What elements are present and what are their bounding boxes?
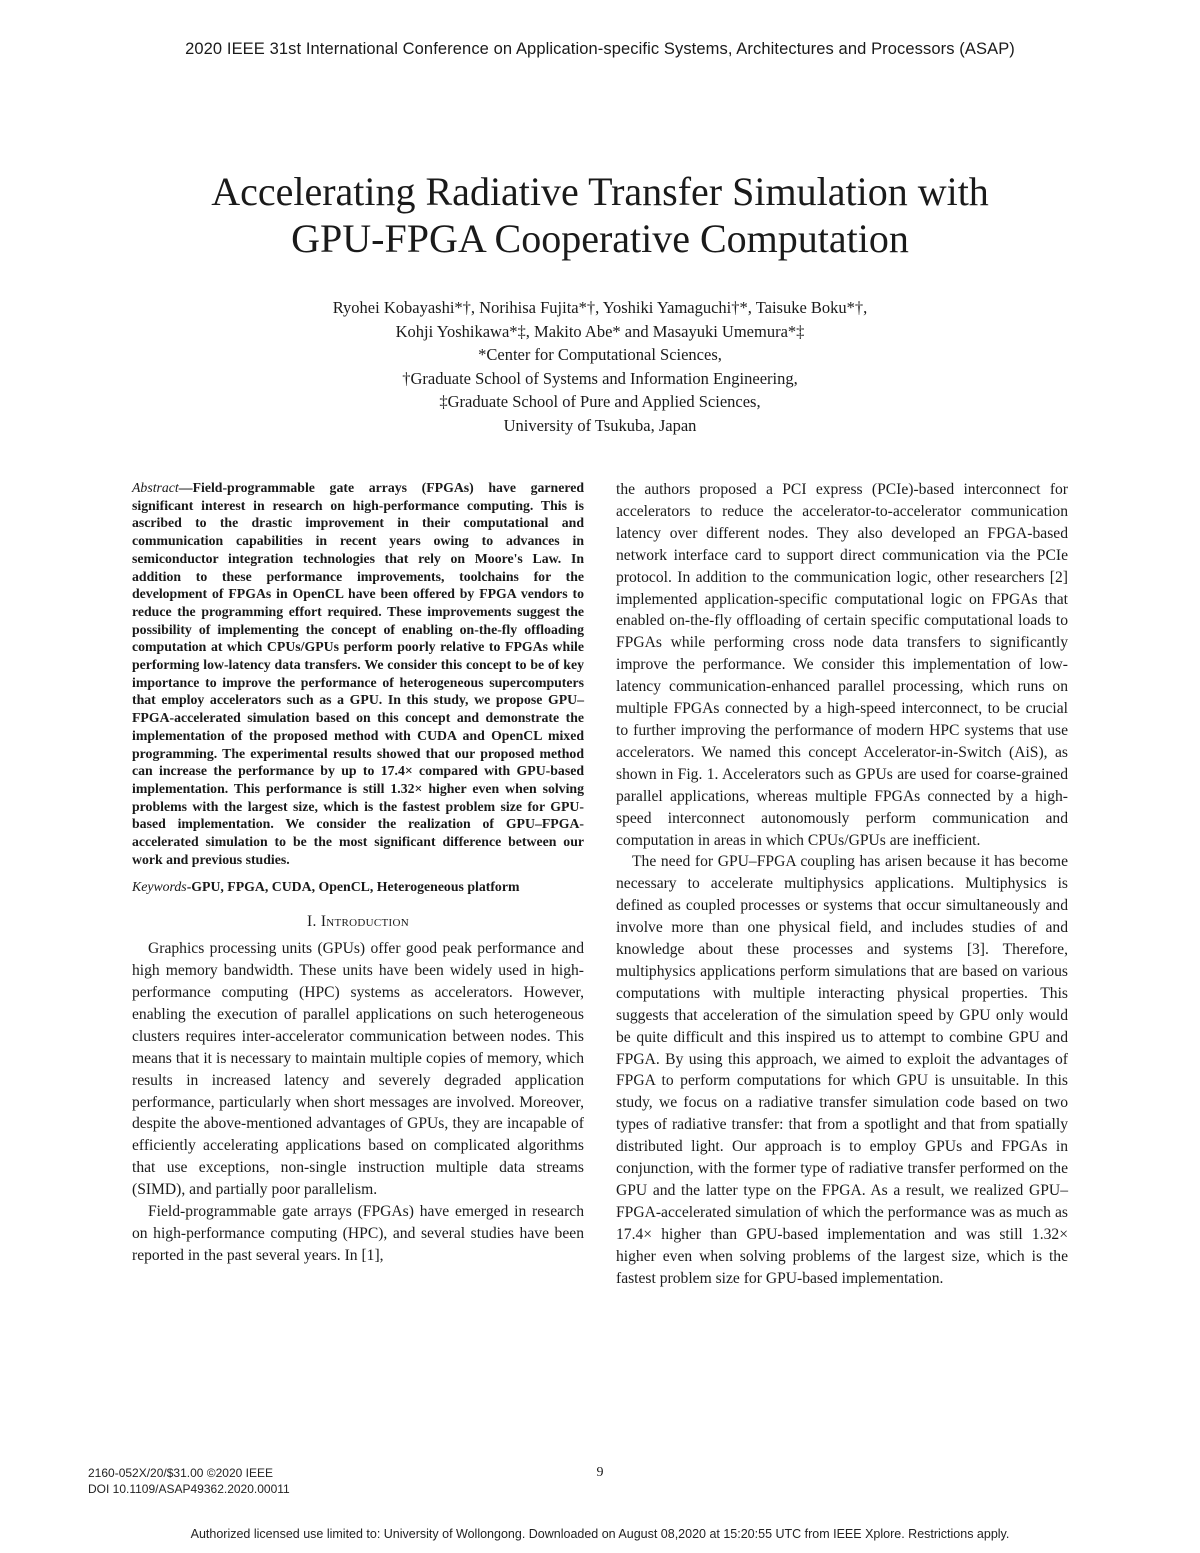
footer-copyright bbox=[88, 1465, 290, 1497]
author-block bbox=[150, 296, 1050, 437]
left-column bbox=[132, 479, 584, 1267]
author-names-line-2: Kohji Yoshikawa*‡, Makito Abe* and Masayuki Umemura*‡ bbox=[395, 321, 805, 341]
keywords-label: Keywords bbox=[132, 879, 187, 895]
section-title: Introduction bbox=[320, 913, 410, 931]
affiliation-4: University of Tsukuba, Japan bbox=[503, 415, 697, 435]
right-column bbox=[616, 479, 1068, 1290]
footer-issn: 2160-052X/20/$31.00 ©2020 IEEE bbox=[88, 1466, 273, 1480]
paragraph-4: The need for GPU–FPGA coupling has arisen because it has become necessary to accelerate multiphysics applications. Multiphysics is defined as coupled processes or systems that occur simultaneously and involve more than one physical field, and includes studies of and knowledge about these processes and systems [3]. Therefore, multiphysics applications perform simulations that are based on various computations with multiple interacting physical properties. This suggests that acceleration of the simulation speed by GPU only would be quite difficult and this inspired us to attempt to combine GPU and FPGA. By using this approach, we aimed to exploit the advantages of FPGA to perform computations for which GPU is unsuitable. In this study, we focus on a radiative transfer simulation code based on two types of radiative transfer: that from a spotlight and that from spatially distributed light. Our approach is to employ GPUs and FPGAs in conjunction, with the former type of radiative transfer performed on the GPU and the latter type on the FPGA. As a result, we realized GPU–FPGA-accelerated simulation of which the performance was as much as 17.4× higher than GPU-based implementation and was still 1.32× higher even when solving problems of the largest size, which is the fastest problem size for GPU-based implementation. bbox=[616, 853, 1068, 1287]
title-line-2: GPU-FPGA Cooperative Computation bbox=[291, 216, 909, 261]
abstract-text: —Field-programmable gate arrays (FPGAs) have garnered significant interest in research on high-performance computing. This is ascribed to the drastic improvement in their computational and communication capabilities in recent years owing to advances in semiconductor integration technologies that rely on Moore's Law. In addition to these performance improvements, toolchains for the development of FPGAs in OpenCL have been offered by FPGA vendors to reduce the programming effort required. These improvements suggest the possibility of implementing the concept of enabling on-the-fly offloading computation at which CPUs/GPUs perform poorly relative to FPGAs while performing low-latency data transfers. We consider this concept to be of key importance to improve the performance of heterogeneous supercomputers that employ accelerators such as a GPU. In this study, we propose GPU–FPGA-accelerated simulation based on this concept and demonstrate the implementation of the proposed method with CUDA and OpenCL mixed programming. The experimental results showed that our proposed method can increase the performance by up to 17.4× compared with GPU-based implementation. This performance is still 1.32× higher even when solving problems with the largest size, which is the fastest problem size for GPU-based implementation. We consider the realization of GPU–FPGA-accelerated simulation to be the most significant difference between our work and previous studies. bbox=[132, 480, 584, 867]
page-number: 9 bbox=[596, 1465, 604, 1480]
affiliation-2: †Graduate School of Systems and Information Engineering, bbox=[402, 368, 798, 388]
keywords-text: -GPU, FPGA, CUDA, OpenCL, Heterogeneous platform bbox=[186, 879, 520, 895]
abstract-label: Abstract bbox=[132, 480, 179, 495]
abstract bbox=[132, 479, 584, 868]
paragraph-3: the authors proposed a PCI express (PCIe)-based interconnect for accelerators to reduce the accelerator-to-accelerator communication latency over different nodes. They also developed an FPGA-based network interface card to support direct communication via the PCIe protocol. In addition to the communication logic, other researchers [2] implemented application-specific computational logic on FPGAs that enabled on-the-fly offloading of certain specific computational loads to FPGAs while performing cross node data transfers to significantly improve the performance. We consider this implementation of low-latency communication-enhanced parallel processing, which runs on multiple FPGAs connected by a high-speed interconnect, to be crucial to further improving the performance of modern HPC systems that use accelerators. We named this concept Accelerator-in-Switch (AiS), as shown in Fig. 1. Accelerators such as GPUs are used for coarse-grained parallel applications, whereas multiple FPGAs connected by a high-speed interconnect autonomously perform communication and computation in areas in which CPUs/GPUs are inefficient. bbox=[616, 481, 1068, 849]
section-heading-introduction bbox=[132, 913, 584, 931]
footer-doi: DOI 10.1109/ASAP49362.2020.00011 bbox=[88, 1482, 290, 1496]
license-notice: Authorized licensed use limited to: University of Wollongong. Downloaded on August 08,2020 at 15:20:55 UTC from IEEE Xplore. Restrictions apply. bbox=[190, 1527, 1010, 1541]
section-number: I. bbox=[306, 913, 317, 931]
affiliation-1: *Center for Computational Sciences, bbox=[478, 345, 722, 364]
conference-header: 2020 IEEE 31st International Conference on Application-specific Systems, Architectures and Processors (ASAP) bbox=[185, 40, 1015, 58]
author-names-line-1: Ryohei Kobayashi*†, Norihisa Fujita*†, Yoshiki Yamaguchi†*, Taisuke Boku*†, bbox=[332, 298, 868, 317]
paper-title bbox=[100, 168, 1100, 262]
paragraph-2: Field-programmable gate arrays (FPGAs) have emerged in research on high-performance computing (HPC), and several studies have been reported in the past several years. In [1], bbox=[132, 1203, 584, 1264]
paragraph-1: Graphics processing units (GPUs) offer good peak performance and high memory bandwidth. These units have been widely used in high-performance computing (HPC) systems as accelerators. However, enabling the execution of parallel applications on such heterogeneous clusters requires inter-accelerator communication between nodes. This means that it is necessary to maintain multiple copies of memory, which results in increased latency and severely degraded application performance, particularly when short messages are involved. Moreover, despite the above-mentioned advantages of GPUs, they are incapable of efficiently accelerating applications based on complicated algorithms that use exceptions, non-single instruction multiple data streams (SIMD), and partially poor parallelism. bbox=[132, 940, 584, 1199]
affiliation-3: ‡Graduate School of Pure and Applied Sciences, bbox=[439, 392, 761, 411]
keywords bbox=[132, 878, 584, 896]
title-line-1: Accelerating Radiative Transfer Simulation with bbox=[211, 169, 989, 214]
